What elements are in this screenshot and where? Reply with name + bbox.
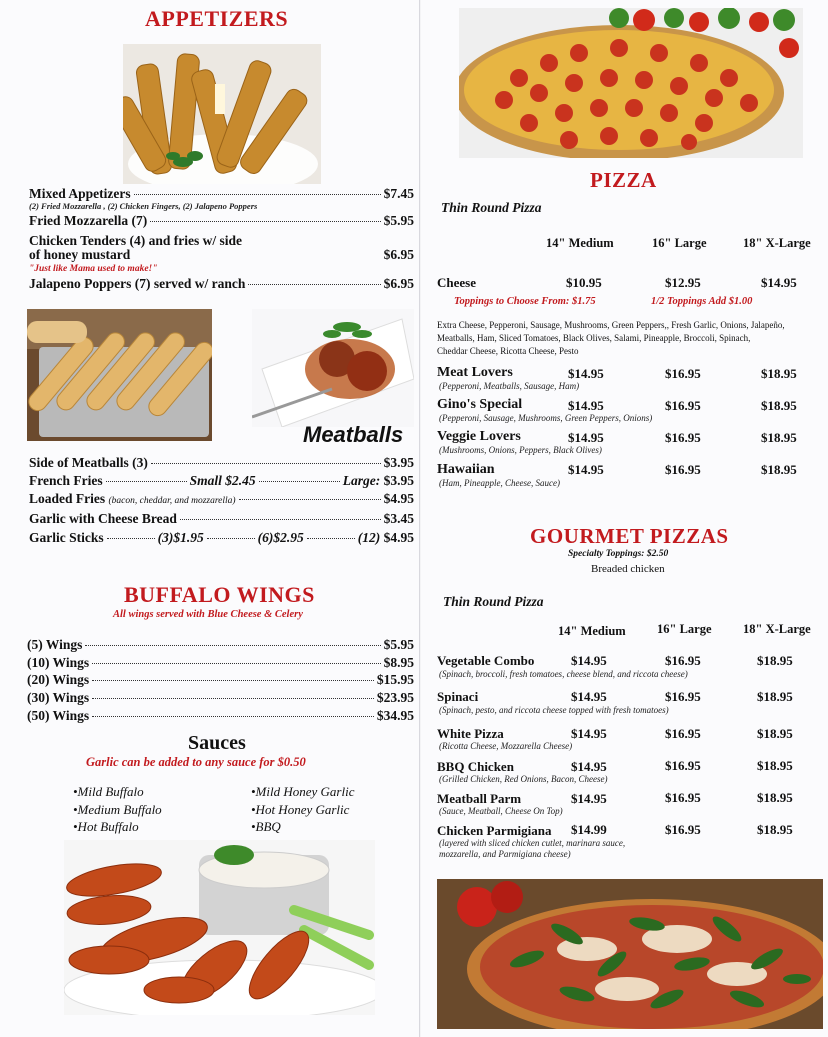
chicken-tenders-line1: Chicken Tenders (4) and fries w/ side <box>29 233 243 248</box>
gourmet-size-xlarge-header: 18" X-Large <box>743 622 811 636</box>
veggie-lovers-price-large: $16.95 <box>665 430 701 445</box>
toppings-line: Extra Cheese, Pepperoni, Sausage, Mushrooms, Green Peppers,, Fresh Garlic, Onions, Jalapeño, <box>437 320 785 330</box>
item-name: Garlic with Cheese Bread <box>29 511 177 526</box>
vegetable-combo-price-xlarge: $18.95 <box>757 653 793 668</box>
menu-item-jalapeno-poppers <box>29 276 414 292</box>
menu-item-wings-10 <box>27 655 414 671</box>
meat-lovers-price-medium: $14.95 <box>568 366 604 381</box>
toppings-label: Toppings to Choose From: $1.75 <box>454 296 596 307</box>
buffalo-wings-title: BUFFALO WINGS <box>124 582 315 607</box>
sauces-right-list <box>251 783 354 836</box>
menu-item-mixed-appetizers <box>29 186 414 202</box>
item-name: Side of Meatballs (3) <box>29 455 148 470</box>
mixed-appetizers-desc: (2) Fried Mozzarella , (2) Chicken Fingers, (2) Jalapeno Poppers <box>29 201 258 211</box>
item-price: $6.95 <box>383 247 414 262</box>
item-name: (50) Wings <box>27 708 90 723</box>
chicken-parmigiana-price-medium: $14.99 <box>571 822 607 837</box>
sauce-item: •Hot Buffalo <box>73 819 139 834</box>
mozzarella-sticks-photo <box>123 44 321 184</box>
meatballs-caption: Meatballs <box>303 422 404 447</box>
ginos-special-price-medium: $14.95 <box>568 398 604 413</box>
white-pizza-price-medium: $14.95 <box>571 726 607 741</box>
toppings-list <box>437 319 785 358</box>
meatball-parm-price-medium: $14.95 <box>571 791 607 806</box>
white-pizza-name: White Pizza <box>437 726 504 741</box>
right-page <box>421 0 828 1037</box>
item-price: $5.95 <box>383 213 414 228</box>
menu-item-loaded-fries <box>29 491 414 507</box>
vegetable-combo-price-medium: $14.95 <box>571 653 607 668</box>
item-note: (bacon, cheddar, and mozzarella) <box>108 496 236 506</box>
sauces-note: Garlic can be added to any sauce for $0.50 <box>86 755 306 769</box>
meatball-parm-price-xlarge: $18.95 <box>757 790 793 805</box>
wings-subtitle: All wings served with Blue Cheese & Celery <box>113 609 303 620</box>
hawaiian-name: Hawaiian <box>437 462 495 477</box>
meat-lovers-price-xlarge: $18.95 <box>761 366 797 381</box>
item-price: $3.95 <box>383 455 414 470</box>
vegetable-combo-price-large: $16.95 <box>665 653 701 668</box>
gourmet-style: Thin Round Pizza <box>443 594 544 609</box>
hawaiian-price-large: $16.95 <box>665 462 701 477</box>
veggie-lovers-price-medium: $14.95 <box>568 430 604 445</box>
white-pizza-desc: (Ricotta Cheese, Mozzarella Cheese) <box>439 741 573 751</box>
item-name: Fried Mozzarella (7) <box>29 213 148 228</box>
item-price: $34.95 <box>376 708 414 723</box>
appetizers-title: APPETIZERS <box>145 6 289 31</box>
veggie-lovers-price-xlarge: $18.95 <box>761 430 797 445</box>
ginos-special-name: Gino's Special <box>437 397 523 412</box>
bbq-chicken-price-medium: $14.95 <box>571 759 607 774</box>
specialty-toppings-label: Specialty Toppings: $2.50 <box>568 549 669 559</box>
sauce-item: •Mild Buffalo <box>73 784 144 799</box>
spinaci-price-medium: $14.95 <box>571 689 607 704</box>
meatballs-photo <box>252 309 414 427</box>
bbq-chicken-desc: (Grilled Chicken, Red Onions, Bacon, Cheese) <box>439 774 608 784</box>
sauce-item: •Hot Honey Garlic <box>251 801 350 817</box>
sauces-left-list <box>73 783 162 836</box>
pizza-style: Thin Round Pizza <box>441 200 542 215</box>
pizza-title: PIZZA <box>590 168 657 192</box>
sauces-title: Sauces <box>188 732 246 754</box>
small-price: Small $2.45 <box>189 473 256 488</box>
item-price: $5.95 <box>383 637 414 652</box>
chicken-parmigiana-name: Chicken Parmigiana <box>437 823 552 838</box>
item-name: (30) Wings <box>27 690 90 705</box>
breaded-chicken-label: Breaded chicken <box>591 563 665 575</box>
meat-lovers-price-large: $16.95 <box>665 366 701 381</box>
menu-item-fried-mozzarella <box>29 213 414 229</box>
ginos-special-desc: (Pepperoni, Sausage, Mushrooms, Green Peppers, Onions) <box>439 413 653 423</box>
item-name: (20) Wings <box>27 672 90 687</box>
meatball-parm-desc: (Sauce, Meatball, Cheese On Top) <box>439 806 563 816</box>
vegetable-combo-desc: (Spinach, broccoli, fresh tomatoes, cheese blend, and riccota cheese) <box>439 669 688 679</box>
item-name: of honey mustard <box>29 247 131 262</box>
pepperoni-pizza-photo <box>459 8 803 158</box>
half-toppings-label: 1/2 Toppings Add $1.00 <box>651 296 753 307</box>
hawaiian-price-xlarge: $18.95 <box>761 462 797 477</box>
item-name: Mixed Appetizers <box>29 186 131 201</box>
cheese-price-medium: $10.95 <box>566 275 602 290</box>
sauce-item: •Medium Buffalo <box>73 801 162 817</box>
opt-6: (6)$2.95 <box>257 530 304 545</box>
menu-item-chicken-tenders <box>29 247 414 263</box>
menu-item-side-meatballs <box>29 455 414 471</box>
menu-item-wings-20 <box>27 672 414 688</box>
meat-lovers-name: Meat Lovers <box>437 365 513 380</box>
gourmet-pizzas-title: GOURMET PIZZAS <box>530 524 729 548</box>
toppings-line: Meatballs, Ham, Sliced Tomatoes, Black Olives, Salami, Pineapple, Broccoli, Spinach, <box>437 333 751 343</box>
opt-3: (3)$1.95 <box>157 530 204 545</box>
item-price: $3.45 <box>383 511 414 526</box>
menu-item-wings-50 <box>27 708 414 724</box>
hawaiian-price-medium: $14.95 <box>568 462 604 477</box>
item-price: $3.95 <box>383 473 414 488</box>
basil-pizza-photo <box>437 879 823 1029</box>
meatball-parm-price-large: $16.95 <box>665 790 701 805</box>
meatball-parm-name: Meatball Parm <box>437 791 522 806</box>
item-name: Loaded Fries <box>29 491 106 506</box>
menu-item-garlic-sticks <box>29 530 414 546</box>
menu-item-french-fries <box>29 473 414 489</box>
menu-item-garlic-cheese-bread <box>29 511 414 527</box>
chicken-parmigiana-desc-2: mozzarella, and Parmigiana cheese) <box>439 849 571 859</box>
bbq-chicken-price-large: $16.95 <box>665 758 701 773</box>
item-price: $6.95 <box>383 276 414 291</box>
buffalo-wings-photo <box>64 840 375 1015</box>
item-name: French Fries <box>29 473 103 488</box>
item-price: $7.45 <box>383 186 414 201</box>
item-name: Garlic Sticks <box>29 530 104 545</box>
white-pizza-price-large: $16.95 <box>665 726 701 741</box>
bbq-chicken-price-xlarge: $18.95 <box>757 758 793 773</box>
large-label: Large: <box>342 473 381 488</box>
meat-lovers-desc: (Pepperoni, Meatballs, Sausage, Ham) <box>439 381 580 391</box>
garlic-sticks-photo <box>27 309 212 441</box>
menu-item-wings-30 <box>27 690 414 706</box>
menu-item-wings-5 <box>27 637 414 653</box>
item-price: $15.95 <box>376 672 414 687</box>
veggie-lovers-name: Veggie Lovers <box>437 429 521 444</box>
cheese-name: Cheese <box>437 275 476 290</box>
cheese-price-large: $12.95 <box>665 275 701 290</box>
size-xlarge-header: 18" X-Large <box>743 236 811 250</box>
vegetable-combo-name: Vegetable Combo <box>437 653 535 668</box>
ginos-special-price-xlarge: $18.95 <box>761 398 797 413</box>
cheese-price-xlarge: $14.95 <box>761 275 797 290</box>
chicken-parmigiana-price-large: $16.95 <box>665 822 701 837</box>
tagline: "Just like Mama used to make!" <box>29 264 158 274</box>
size-large-header: 16" Large <box>652 236 707 250</box>
chicken-parmigiana-desc: (layered with sliced chicken cutlet, marinara sauce, <box>439 838 626 848</box>
sauce-item: •BBQ <box>251 819 281 834</box>
chicken-parmigiana-price-xlarge: $18.95 <box>757 822 793 837</box>
spinaci-name: Spinaci <box>437 689 479 704</box>
opt-12: (12) <box>357 530 381 545</box>
spinaci-price-large: $16.95 <box>665 689 701 704</box>
hawaiian-desc: (Ham, Pineapple, Cheese, Sauce) <box>439 478 560 488</box>
gourmet-size-medium-header: 14" Medium <box>558 624 626 638</box>
item-price: $4.95 <box>383 491 414 506</box>
item-name: (10) Wings <box>27 655 90 670</box>
white-pizza-price-xlarge: $18.95 <box>757 726 793 741</box>
size-medium-header: 14" Medium <box>546 236 614 250</box>
veggie-lovers-desc: (Mushrooms, Onions, Peppers, Black Olives) <box>439 445 602 455</box>
item-price: $8.95 <box>383 655 414 670</box>
item-price: $23.95 <box>376 690 414 705</box>
item-name: (5) Wings <box>27 637 83 652</box>
item-name: Jalapeno Poppers (7) served w/ ranch <box>29 276 246 291</box>
bbq-chicken-name: BBQ Chicken <box>437 759 514 774</box>
spinaci-desc: (Spinach, pesto, and riccota cheese topped with fresh tomatoes) <box>439 705 669 715</box>
toppings-line: Cheddar Cheese, Ricotta Cheese, Pesto <box>437 346 579 356</box>
gourmet-size-large-header: 16" Large <box>657 622 712 636</box>
ginos-special-price-large: $16.95 <box>665 398 701 413</box>
spinaci-price-xlarge: $18.95 <box>757 689 793 704</box>
sauce-item: •Mild Honey Garlic <box>251 784 355 799</box>
item-price: $4.95 <box>383 530 414 545</box>
